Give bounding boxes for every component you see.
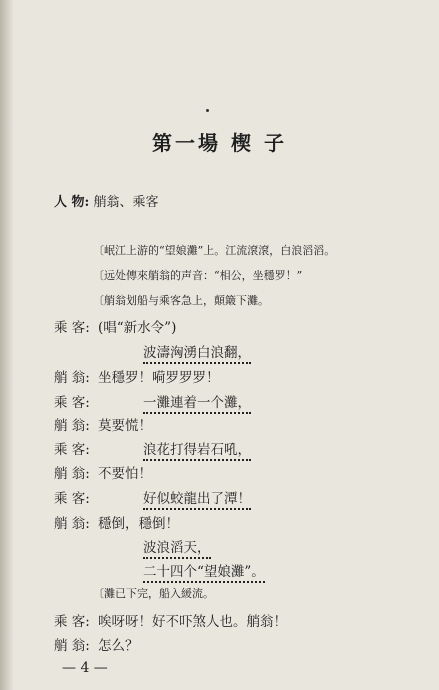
speaker-label: 艄 翁: <box>54 370 90 386</box>
dialogue-text: 唉呀呀！好不吓煞人也。艄翁！ <box>98 614 287 630</box>
speaker-label: 艄 翁: <box>54 516 90 532</box>
print-speck <box>206 109 209 112</box>
speaker-label: 乘 客: <box>54 320 90 336</box>
dialogue-text: 不要怕！ <box>98 466 152 482</box>
scene-title: 第一場 楔 子 <box>152 131 287 155</box>
speaker-label: 艄 翁: <box>54 638 90 654</box>
sung-line: 一灘連着一个灘， <box>143 391 251 414</box>
cast-list <box>54 191 158 210</box>
sung-line: 浪花打得岩石吼， <box>143 438 251 461</box>
stage-direction: 〔灘已下完，船入緩流。 <box>93 587 214 600</box>
speaker-label: 乘 客: <box>54 491 90 507</box>
sung-line: 好似蛟龍出了潭！ <box>143 487 251 510</box>
stage-direction: 〔岷江上游的“望娘灘”上。江流滾滾，白浪滔滔。 <box>93 244 336 257</box>
speaker-label: 乘 客: <box>54 442 90 458</box>
speaker-label: 艄 翁: <box>54 466 90 482</box>
speaker-label: 乘 客: <box>54 614 90 630</box>
speaker-label: 乘 客: <box>54 395 90 411</box>
page-edge-shadow <box>0 0 14 690</box>
stage-direction: 〔远处傳來艄翁的声音：“相公，坐穩罗！” <box>93 269 303 282</box>
sung-line: 二十四个“望娘灘”。 <box>143 560 265 583</box>
sung-line: 波浪滔天， <box>143 536 211 559</box>
dialogue-text: 穩倒，穩倒！ <box>98 516 179 532</box>
page-number: — 4 — <box>62 660 108 676</box>
sung-line: 波濤洶湧白浪翻， <box>143 341 251 364</box>
cast-names: 艄翁、乘客 <box>93 195 159 210</box>
stage-direction: 〔艄翁划船与乘客急上，顛簸下灘。 <box>93 294 269 307</box>
dialogue-text: 坐穩罗！嗬罗罗罗！ <box>98 370 220 386</box>
dialogue-text: 怎么？ <box>98 638 139 654</box>
speaker-label: 艄 翁: <box>54 418 90 434</box>
dialogue-text: (唱“新水令”) <box>98 320 177 336</box>
dialogue-text: 莫要慌！ <box>98 418 152 434</box>
cast-label: 人 物: <box>54 195 90 210</box>
